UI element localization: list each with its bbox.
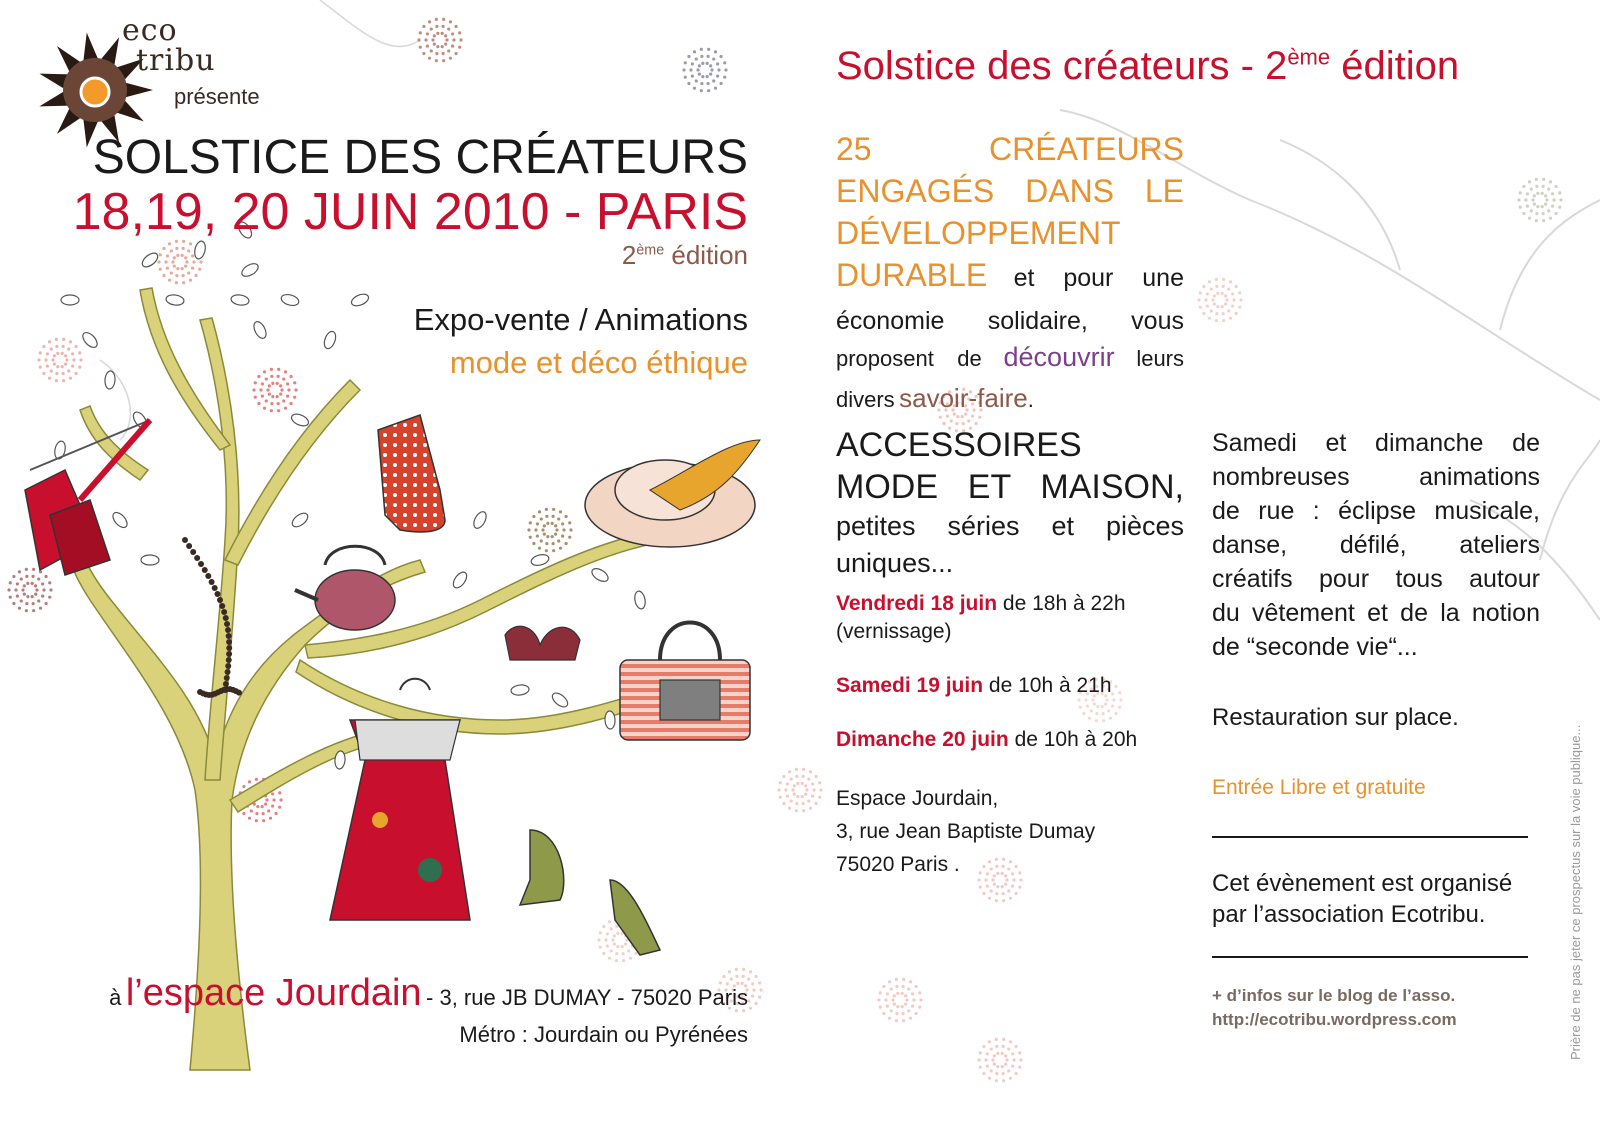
mode-subtitle: mode et déco éthique: [449, 345, 748, 380]
schedule-item: [836, 590, 1196, 646]
metro-line: Métro : Jourdain ou Pyrénées: [459, 1022, 748, 1047]
organise-block: [1212, 868, 1512, 930]
event-dates: 18,19, 20 JUIN 2010 - PARIS: [72, 183, 748, 241]
right-header: [836, 44, 1459, 89]
accessories-line-2: MODE ET MAISON,: [836, 468, 1184, 506]
expo-subtitle: Expo-vente / Animations: [413, 302, 748, 337]
intro-decouvrir: découvrir: [1003, 342, 1115, 372]
edition-word: édition: [671, 240, 748, 270]
right-header-suffix: ème: [1287, 44, 1331, 70]
intro-line-3: [836, 339, 1184, 380]
edition-label: [622, 240, 748, 271]
divider: [1212, 836, 1528, 838]
venue-address: - 3, rue JB DUMAY - 75020 Paris: [426, 985, 748, 1010]
intro-divers: divers: [836, 387, 895, 412]
schedule-day: Dimanche 20 juin: [836, 728, 1009, 751]
right-header-edition: édition: [1341, 44, 1460, 88]
creators-line-4: [836, 254, 1184, 303]
restauration: Restauration sur place.: [1212, 704, 1459, 731]
schedule-hours: de 18h à 22h: [1002, 592, 1126, 615]
schedule: [836, 590, 1196, 754]
edition-suffix: ème: [636, 242, 665, 259]
creators-durable: DURABLE: [836, 257, 988, 293]
animations-block: [1212, 426, 1540, 664]
schedule-hours: de 10h à 21h: [988, 674, 1112, 697]
schedule-day: Vendredi 18 juin: [836, 592, 998, 615]
animations-line: Samedi et dimanche de: [1212, 429, 1540, 457]
event-title: SOLSTICE DES CRÉATEURS: [92, 131, 748, 184]
brand-logo: [122, 13, 282, 78]
venue-line: [109, 972, 748, 1015]
animations-line: danse, défilé, ateliers: [1212, 531, 1540, 559]
intro-period: .: [1027, 387, 1034, 412]
accessories-line-4: uniques...: [836, 548, 954, 578]
address-line: 3, rue Jean Baptiste Dumay: [836, 820, 1096, 843]
blog-link[interactable]: http://ecotribu.wordpress.com: [1212, 1010, 1457, 1029]
animations-line: créatifs pour tous autour: [1212, 565, 1540, 593]
vertical-note: Prière de ne pas jeter ce prospectus sur la voie publique...: [1568, 724, 1583, 1060]
right-header-main: Solstice des créateurs - 2: [836, 44, 1288, 88]
schedule-note: (vernissage): [836, 620, 952, 643]
edition-number: 2: [621, 240, 637, 270]
creators-line-3: DÉVELOPPEMENT: [836, 215, 1121, 251]
animations-line: de rue : éclipse musicale,: [1212, 497, 1540, 525]
intro-proposent: proposent de: [836, 346, 982, 371]
schedule-hours: de 10h à 20h: [1014, 728, 1138, 751]
brand-eco: eco: [122, 13, 178, 48]
intro-after-durable: et pour une: [1013, 264, 1184, 292]
intro-line-4: [836, 380, 1184, 421]
animations-line: de “seconde vie“...: [1212, 633, 1418, 661]
accessories-line-3: petites séries et pièces: [836, 511, 1184, 541]
venue-prefix: à: [109, 985, 122, 1010]
venue-name: l’espace Jourdain: [125, 972, 422, 1014]
animations-line: nombreuses animations: [1212, 463, 1540, 491]
brand-presents: présente: [174, 84, 260, 109]
schedule-item: [836, 672, 1196, 700]
animations-line: du vêtement et de la notion: [1212, 599, 1540, 627]
intro-line-2: économie solidaire, vous: [836, 307, 1184, 335]
schedule-item: [836, 726, 1196, 754]
address-block: [836, 782, 1095, 881]
schedule-day: Samedi 19 juin: [836, 674, 984, 697]
creators-line-2: ENGAGÉS DANS LE: [836, 173, 1184, 209]
creators-block: [836, 128, 1184, 581]
intro-leurs: leurs: [1136, 346, 1185, 371]
organise-line: Cet évènement est organisé: [1212, 870, 1513, 897]
creators-line-1: 25 CRÉATEURS: [836, 131, 1184, 167]
address-line: 75020 Paris .: [836, 853, 960, 876]
entree-libre: Entrée Libre et gratuite: [1212, 776, 1426, 799]
intro-savoir-faire: savoir-faire: [899, 383, 1028, 413]
accessories-line-1: ACCESSOIRES: [836, 426, 1082, 464]
organise-line: par l’association Ecotribu.: [1212, 901, 1486, 928]
brand-tribu: tribu: [136, 43, 216, 78]
divider: [1212, 956, 1528, 958]
infos-text: + d’infos sur le blog de l’asso.: [1212, 986, 1456, 1005]
address-line: Espace Jourdain,: [836, 787, 999, 810]
